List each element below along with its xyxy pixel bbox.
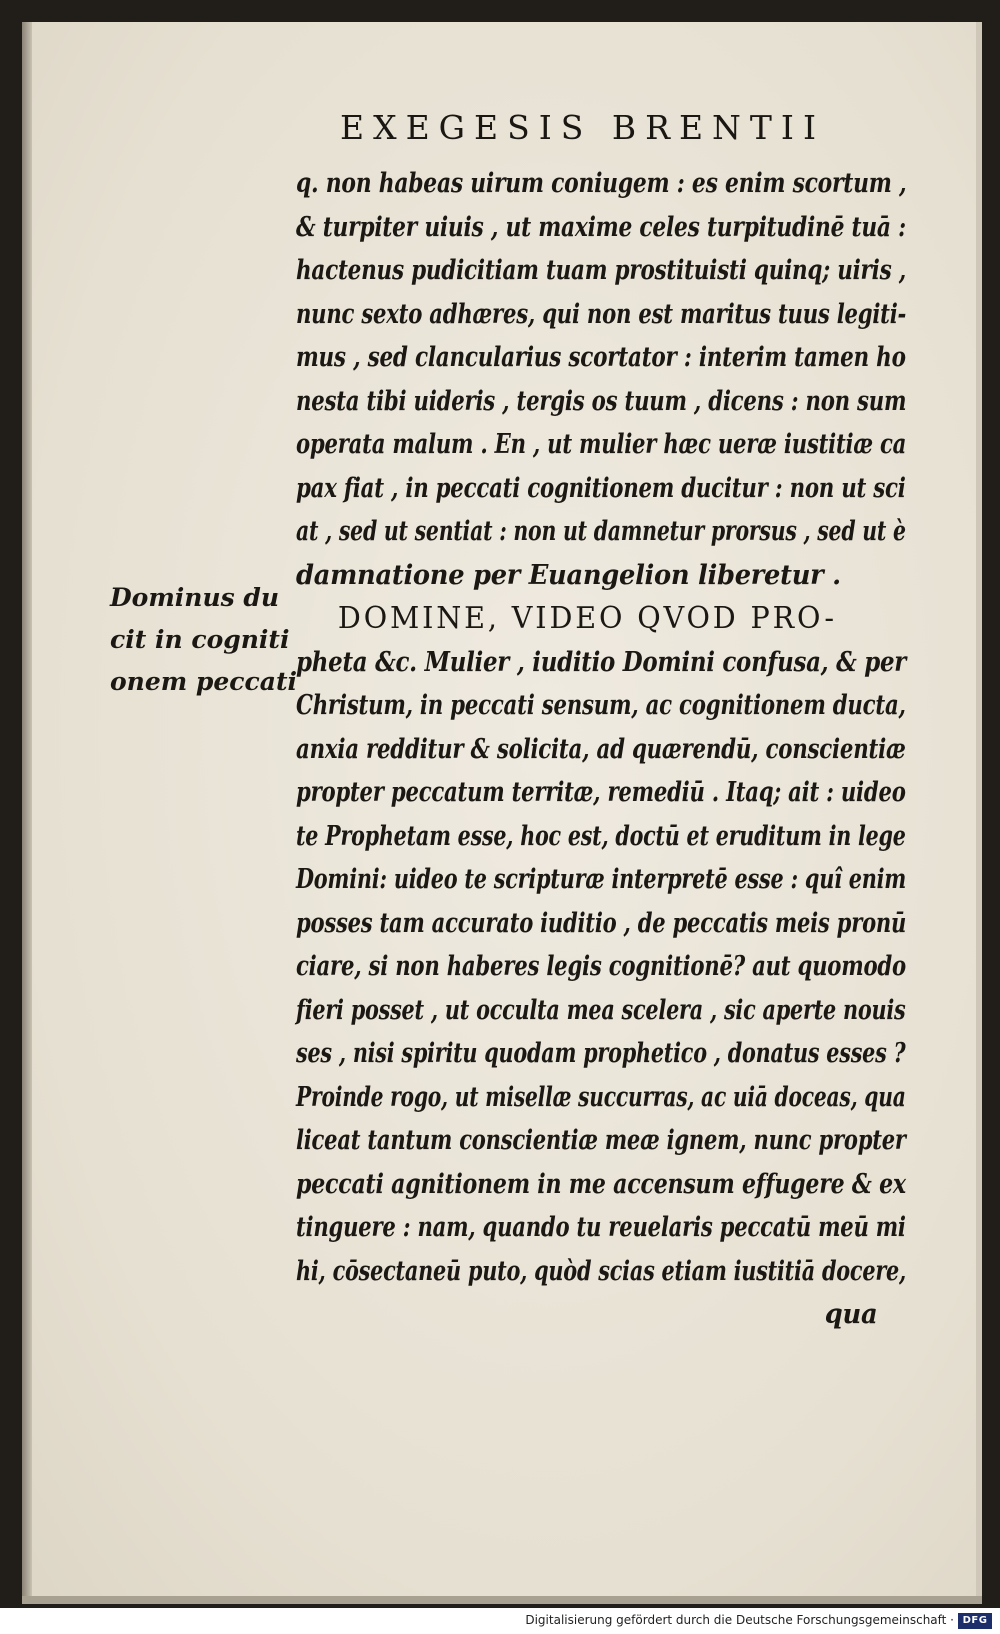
page-bottom-edge <box>22 1596 982 1604</box>
text-line: Christum, in peccati sensum, ac cognitionem ducta, <box>296 690 906 721</box>
text-line: mus , sed clancularius scortator : interim tamen ho <box>296 342 906 373</box>
footer-credit: Digitalisierung gefördert durch die Deutsche Forschungsgemeinschaft · <box>525 1613 954 1627</box>
text-line: tinguere : nam, quando tu reuelaris peccatū meū mi <box>296 1212 906 1243</box>
text-line: damnatione per Euangelion liberetur . <box>296 559 841 591</box>
text-line: pheta &c. Mulier , iuditio Domini confusa, & per <box>296 646 907 678</box>
body-text <box>296 162 936 1337</box>
marginal-note-line: cit in cogniti <box>110 625 290 654</box>
marginal-note-line: onem peccati <box>110 667 297 696</box>
dfg-logo-icon: DFG <box>958 1613 992 1629</box>
text-line: ciare, si non haberes legis cognitionē? aut quomodo <box>296 951 906 982</box>
text-line: ses , nisi spiritu quodam prophetico , donatus esses ? <box>296 1038 906 1069</box>
text-line: operata malum . En , ut mulier hæc ueræ iustitiæ ca <box>296 429 907 460</box>
marginal-note <box>110 577 297 703</box>
text-line: Proinde rogo, ut misellæ succurras, ac uiā doceas, qua <box>296 1081 906 1113</box>
text-line: hi, cōsectaneū puto, quòd scias etiam iustitiā docere, <box>296 1255 907 1287</box>
digitization-footer <box>0 1608 1000 1634</box>
text-line: fieri posset , ut occulta mea scelera , sic aperte nouis <box>296 994 906 1026</box>
text-line: Domini: uideo te scripturæ interpretē esse : quî enim <box>296 864 907 895</box>
running-head: EXEGESIS BRENTII <box>340 108 826 147</box>
text-line: & turpiter uiuis , ut maxime celes turpitudinē tuā : <box>296 211 906 243</box>
text-line: pax fiat , in peccati cognitionem ducitur : non ut sci <box>296 472 906 504</box>
marginal-note-line: Dominus du <box>110 583 280 612</box>
text-line: posses tam accurato iuditio , de peccatis meis pronū <box>296 907 907 939</box>
section-heading: DOMINE, VIDEO QVOD PRO- <box>337 601 837 636</box>
text-line: peccati agnitionem in me accensum effugere & ex <box>296 1168 906 1200</box>
text-line: liceat tantum conscientiæ meæ ignem, nunc propter <box>296 1125 906 1156</box>
text-line: anxia redditur & solicita, ad quærendū, conscientiæ <box>296 733 906 765</box>
text-line: at , sed ut sentiat : non ut damnetur prorsus , sed ut è <box>296 516 906 547</box>
text-line: q. non habeas uirum coniugem : es enim scortum , <box>296 168 907 199</box>
text-line: hactenus pudicitiam tuam prostituisti quinq; uiris , <box>296 255 906 286</box>
text-line: te Prophetam esse, hoc est, doctū et eruditum in lege <box>296 820 906 852</box>
text-line: propter peccatum territæ, remediū . Itaq; ait : uideo <box>296 777 906 808</box>
text-line: nesta tibi uideris , tergis os tuum , dicens : non sum <box>296 385 907 417</box>
catchword: qua <box>824 1299 878 1330</box>
page-gutter-edge <box>22 22 32 1604</box>
text-line: nunc sexto adhæres, qui non est maritus tuus legiti- <box>296 298 907 330</box>
